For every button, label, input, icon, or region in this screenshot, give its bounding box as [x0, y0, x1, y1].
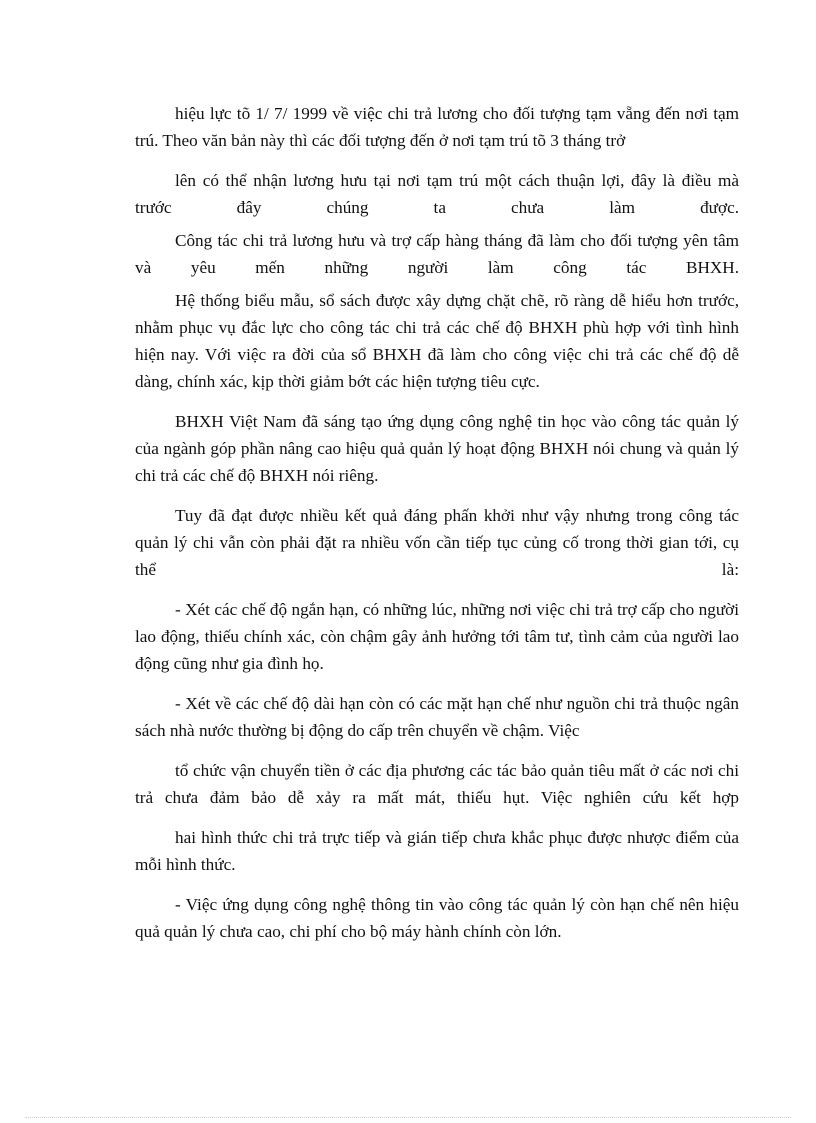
page-bottom-divider: [25, 1117, 791, 1118]
paragraph: - Xét các chế độ ngắn hạn, có những lúc, những nơi việc chi trả trợ cấp cho người lao động, thiếu chính xác, còn chậm gây ảnh hưởng tới tâm tư, tình cảm của người lao động cũng như gia đình họ.: [135, 600, 739, 673]
paragraph: tổ chức vận chuyển tiền ở các địa phương các tác bảo quản tiêu mất ở các nơi chi trả chưa đảm bảo dễ xảy ra mất mát, thiếu hụt. Việc nghiên cứu kết hợp: [135, 761, 739, 807]
paragraph: hiệu lực tõ 1/ 7/ 1999 về việc chi trả lương cho đối tượng tạm vẵng đến nơi tạm trú. Theo văn bản này thì các đối tượng đến ở nơi tạm trú tõ 3 tháng trở: [135, 104, 739, 150]
paragraph: - Việc ứng dụng công nghệ thông tin vào công tác quản lý còn hạn chế nên hiệu quả quản lý chưa cao, chi phí cho bộ máy hành chính còn lớn.: [135, 895, 739, 941]
paragraph: BHXH Việt Nam đã sáng tạo ứng dụng công nghệ tin học vào công tác quản lý của ngành góp phần nâng cao hiệu quả quản lý hoạt động BHXH nói chung và quản lý chi trả các chế độ BHXH nói riêng.: [135, 412, 739, 485]
paragraph: Công tác chi trả lương hưu và trợ cấp hàng tháng đã làm cho đối tượng yên tâm và yêu mến những người làm công tác BHXH.: [135, 231, 739, 277]
paragraph: hai hình thức chi trả trực tiếp và gián tiếp chưa khắc phục được nhược điểm của mỗi hình thức.: [135, 828, 739, 874]
paragraph: - Xét về các chế độ dài hạn còn có các mặt hạn chế như nguồn chi trả thuộc ngân sách nhà nước thường bị động do cấp trên chuyển về chậm. Việc: [135, 694, 739, 740]
document-body: [135, 100, 739, 945]
paragraph: lên có thể nhận lương hưu tại nơi tạm trú một cách thuận lợi, đây là điều mà trước đây chúng ta chưa làm được.: [135, 171, 739, 217]
paragraph: Tuy đã đạt được nhiều kết quả đáng phấn khởi như vậy nhưng trong công tác quản lý chi vẫn còn phải đặt ra nhiều vốn cần tiếp tục củng cố trong thời gian tới, cụ thể là:: [135, 506, 739, 579]
paragraph: Hệ thống biểu mẫu, sổ sách được xây dựng chặt chẽ, rõ ràng dễ hiểu hơn trước, nhằm phục vụ đắc lực cho công tác chi trả các chế độ BHXH phù hợp với tình hình hiện nay. Với việc ra đời của sổ BHXH đã làm cho công việc chi trả các chế độ dễ dàng, chính xác, kịp thời giảm bớt các hiện tượng tiêu cực.: [135, 291, 739, 391]
